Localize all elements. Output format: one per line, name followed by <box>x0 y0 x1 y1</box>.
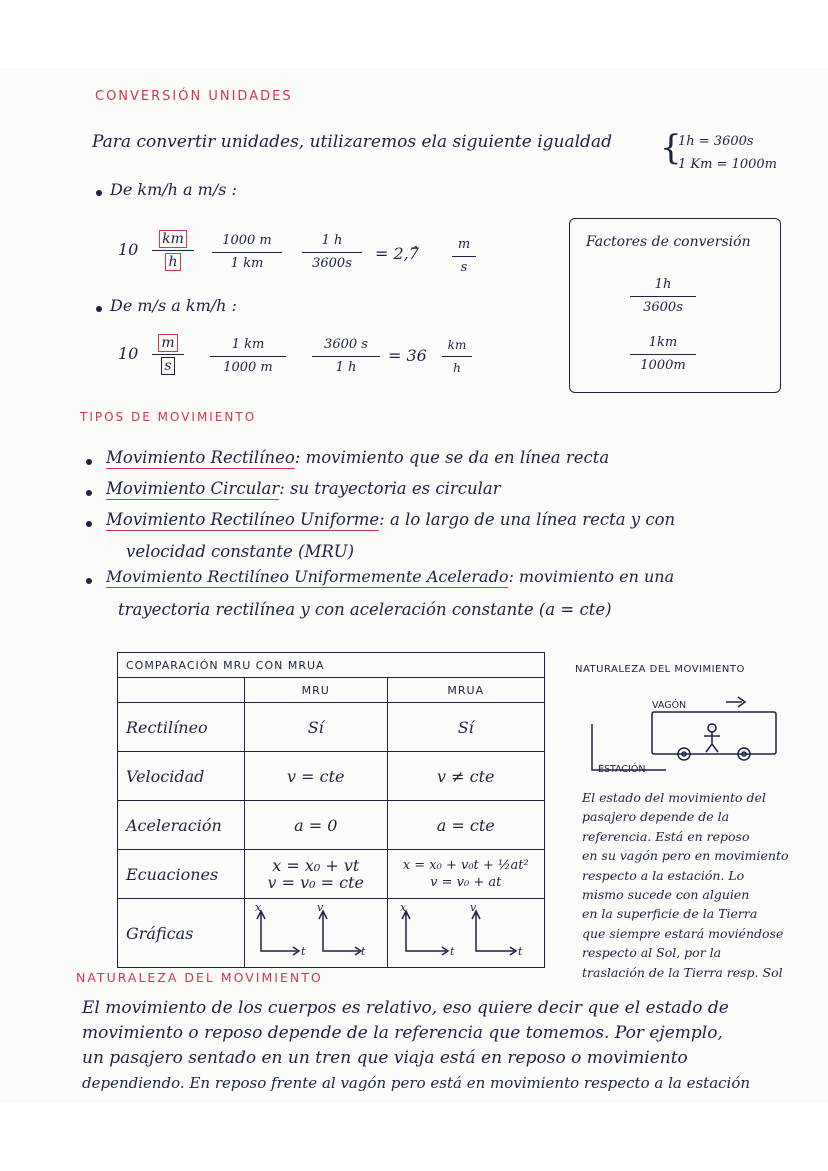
eq-mrua-velocity: v = v₀ + at <box>430 875 502 890</box>
cell-mrua: v ≠ cte <box>387 752 545 801</box>
calc2-unit-den: h <box>453 361 461 375</box>
type-desc-1: : movimiento que se da en línea recta <box>294 448 610 467</box>
sidebar-line: traslación de la Tierra resp. Sol <box>582 964 783 980</box>
cell-mru-graphs <box>245 899 388 968</box>
row-label: Velocidad <box>118 752 245 801</box>
type-desc-2: : su trayectoria es circular <box>279 479 501 498</box>
table-row <box>118 801 545 850</box>
sidebar-line: que siempre estará moviéndose <box>582 925 784 941</box>
table-row <box>118 752 545 801</box>
sidebar-line: en su vagón pero en movimiento <box>582 848 789 864</box>
calc1-f1-den: h <box>165 253 180 271</box>
type-desc-4-cont: trayectoria rectilínea y con aceleración constante (a = cte) <box>118 600 612 619</box>
comparison-table <box>117 652 545 968</box>
calc2-f1-den: s <box>161 357 174 375</box>
row-label: Ecuaciones <box>118 850 245 899</box>
calc2-f3-num: 3600 s <box>324 337 368 352</box>
factor-2-num: 1km <box>648 335 678 350</box>
calc2-result: = 36 <box>388 346 427 365</box>
type-term-1: Movimiento Rectilíneo <box>106 448 295 467</box>
sidebar-line: pasajero depende de la <box>582 809 730 825</box>
calc1-f3-num: 1 h <box>321 233 343 248</box>
table-row <box>118 850 545 899</box>
type-desc-3-cont: velocidad constante (MRU) <box>126 542 355 561</box>
bullet <box>86 578 92 584</box>
table-title-row <box>118 653 545 678</box>
type-item-3 <box>106 510 675 529</box>
conversion-title: CONVERSIÓN UNIDADES <box>95 89 293 104</box>
sidebar-title: NATURALEZA DEL MOVIMIENTO <box>575 664 745 675</box>
type-item-4 <box>106 567 674 586</box>
calc1-fraction-2 <box>212 232 282 273</box>
cell-mru <box>245 850 388 899</box>
calc1-unit <box>452 236 476 277</box>
table-header-mru: MRU <box>245 678 388 703</box>
table-header-row <box>118 678 545 703</box>
factors-title: Factores de conversión <box>586 234 751 250</box>
calc1-fraction-3 <box>302 232 362 273</box>
kmh-to-ms-heading: De km/h a m/s : <box>110 180 237 199</box>
nature-line: movimiento o reposo depende de la referencia que tomemos. Por ejemplo, <box>82 1023 723 1043</box>
cell-mru: Sí <box>245 703 388 752</box>
calc1-f1-num: km <box>159 230 187 248</box>
graph-mrua-x-label: x <box>399 903 406 914</box>
graph-mrua-v-label: v <box>469 903 476 914</box>
calc2-fraction-2 <box>210 336 286 377</box>
bullet <box>96 306 102 312</box>
type-desc-3: : a lo largo de una línea recta y con <box>379 510 676 529</box>
calc1-result: = 2,7̂ <box>375 244 419 263</box>
sidebar-note <box>582 788 822 982</box>
table-header-empty <box>118 678 245 703</box>
cell-mrua: a = cte <box>387 801 545 850</box>
calc2-f2-den: 1000 m <box>223 360 273 375</box>
calc2-fraction-3 <box>312 336 380 377</box>
bullet <box>86 459 92 465</box>
graph-mru-x-label: x <box>255 903 262 914</box>
type-term-4: Movimiento Rectilíneo Uniformemente Acelerado <box>106 567 509 586</box>
station-label: ESTACIÓN <box>598 764 646 775</box>
graph-mrua-t2-label: t <box>517 945 522 958</box>
cell-mru: a = 0 <box>245 801 388 850</box>
table-header-mrua: MRUA <box>387 678 545 703</box>
table-row <box>118 703 545 752</box>
sidebar-line: respecto al Sol, por la <box>582 945 722 961</box>
calc2-unit <box>442 336 472 377</box>
calc2-lead: 10 <box>118 344 139 363</box>
cell-mrua: Sí <box>387 703 545 752</box>
eq-mru-velocity: v = v₀ = cte <box>267 873 364 892</box>
sidebar-line: en la superficie de la Tierra <box>582 906 758 922</box>
mru-graphs-icon <box>253 903 369 959</box>
calc1-unit-den: s <box>460 260 468 275</box>
calc2-f1-num: m <box>158 334 177 352</box>
sidebar-line: referencia. Está en reposo <box>582 828 750 844</box>
nature-line: El movimiento de los cuerpos es relativo, eso quiere decir que el estado de <box>82 998 729 1018</box>
row-label: Aceleración <box>118 801 245 850</box>
factor-1-den: 3600s <box>643 300 683 315</box>
sidebar-line: respecto a la estación. Lo <box>582 867 745 883</box>
factor-2-den: 1000m <box>640 358 686 373</box>
nature-title: NATURALEZA DEL MOVIMIENTO <box>76 970 323 985</box>
bullet <box>86 521 92 527</box>
table-title: COMPARACIÓN MRU CON MRUA <box>118 653 545 678</box>
cell-mru: v = cte <box>245 752 388 801</box>
ms-to-kmh-heading: De m/s a km/h : <box>110 296 237 315</box>
calc1-f2-den: 1 km <box>230 256 264 271</box>
conversion-intro: Para convertir unidades, utilizaremos ela siguiente igualdad <box>92 132 612 152</box>
calc2-fraction-1 <box>152 334 184 375</box>
cell-mrua <box>387 850 545 899</box>
nature-paragraph <box>82 996 750 1096</box>
calc2-f2-num: 1 km <box>231 337 265 352</box>
row-label: Gráficas <box>118 899 245 968</box>
equality-hours: 1h = 3600s <box>678 134 754 149</box>
factor-2 <box>630 334 696 375</box>
bullet <box>86 490 92 496</box>
calc1-f3-den: 3600s <box>312 256 352 271</box>
type-term-2: Movimiento Circular <box>106 479 280 498</box>
row-label: Rectilíneo <box>118 703 245 752</box>
brace: { <box>660 128 682 168</box>
graph-mru-t2-label: t <box>361 945 366 958</box>
calc1-lead: 10 <box>118 240 139 259</box>
factor-1 <box>630 276 696 317</box>
calc2-f3-den: 1 h <box>335 360 357 375</box>
types-title: TIPOS DE MOVIMIENTO <box>80 410 257 424</box>
eq-mrua-position: x = x₀ + v₀t + ½at² <box>402 858 529 873</box>
sidebar-line: El estado del movimiento del <box>582 790 766 805</box>
eq-mru-position: x = x₀ + vt <box>272 856 360 875</box>
graph-mru-t-label: t <box>301 945 306 958</box>
bullet <box>96 190 102 196</box>
nature-line: un pasajero sentado en un tren que viaja está en reposo o movimiento <box>82 1048 688 1068</box>
mrua-graphs-icon <box>396 903 526 959</box>
graph-mrua-t-label: t <box>449 945 454 958</box>
factor-1-num: 1h <box>654 277 672 292</box>
cell-mrua-graphs <box>387 899 545 968</box>
type-desc-4: : movimiento en una <box>508 567 675 586</box>
calc1-f2-num: 1000 m <box>222 233 272 248</box>
wagon-label: VAGÓN <box>652 700 687 711</box>
type-item-2 <box>106 479 501 498</box>
nature-line: dependiendo. En reposo frente al vagón pero está en movimiento respecto a la estación <box>82 1074 751 1092</box>
calc1-fraction-1 <box>152 230 194 271</box>
sidebar-line: mismo sucede con alguien <box>582 887 750 903</box>
type-term-3: Movimiento Rectilíneo Uniforme <box>106 510 380 529</box>
calc2-unit-num: km <box>447 338 467 352</box>
graph-mru-v-label: v <box>317 903 324 914</box>
type-item-1 <box>106 448 609 467</box>
calc1-unit-num: m <box>457 237 471 252</box>
table-row <box>118 899 545 968</box>
equality-km: 1 Km = 1000m <box>678 157 778 172</box>
